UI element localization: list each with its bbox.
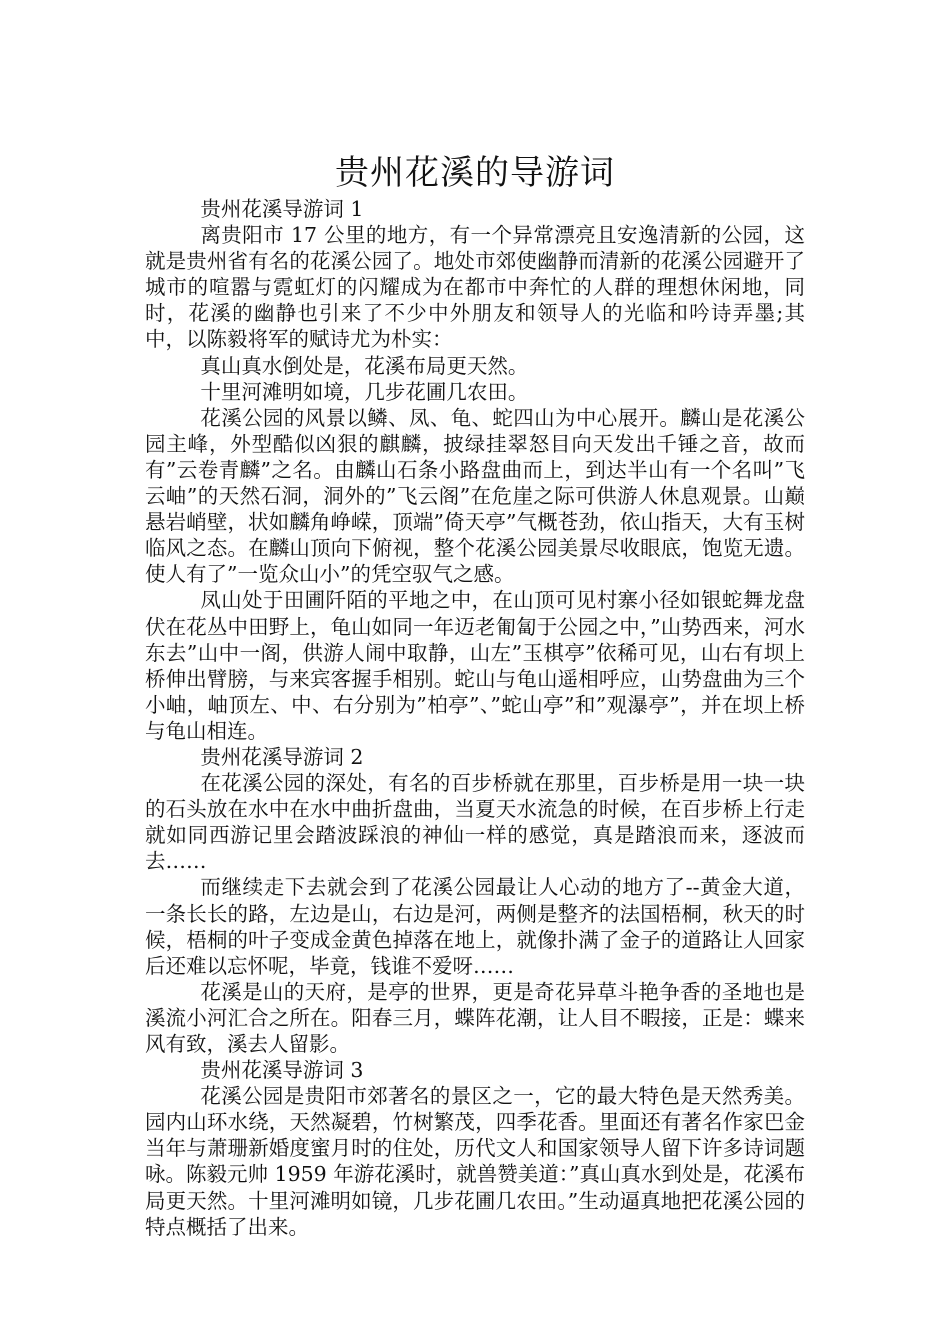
paragraph: 在花溪公园的深处，有名的百步桥就在那里，百步桥是用一块一块的石头放在水中在水中曲折盘曲，当夏天水流急的时候，在百步桥上行走就如同西游记里会踏波踩浪的神仙一样的感觉，真是踏浪而来，逐波而去…… — [145, 771, 805, 874]
paragraph: 而继续走下去就会到了花溪公园最让人心动的地方了--黄金大道，一条长长的路，左边是山，右边是河，两侧是整齐的法国梧桐，秋天的时候，梧桐的叶子变成金黄色掉落在地上，就像扑满了金子的道路让人回家后还难以忘怀呢，毕竟，钱谁不爱呀…… — [145, 875, 805, 978]
paragraph: 离贵阳市 17 公里的地方，有一个异常漂亮且安逸清新的公园，这就是贵州省有名的花溪公园了。地处市郊使幽静而清新的花溪公园避开了城市的喧嚣与霓虹灯的闪耀成为在都市中奔忙的人群的理想休闲地，同时，花溪的幽静也引来了不少中外朋友和领导人的光临和吟诗弄墨;其中，以陈毅将军的赋诗尤为朴实： — [145, 223, 805, 352]
poem-line: 十里河滩明如境，几步花圃几农田。 — [200, 379, 529, 404]
section-heading: 贵州花溪导游词 1 — [200, 197, 364, 221]
section-heading: 贵州花溪导游词 3 — [200, 1058, 364, 1083]
section-heading: 贵州花溪导游词 2 — [200, 744, 364, 769]
poem-line: 真山真水倒处是，花溪布局更天然。 — [200, 353, 529, 378]
paragraph: 花溪公园的风景以鳞、凤、龟、蛇四山为中心展开。麟山是花溪公园主峰，外型酷似凶狠的麒麟，披绿挂翠怒目向天发出千锤之音，故而有”云卷青麟”之名。由麟山石条小路盘曲而上，到达半山有一个名叫”飞云岫”的天然石洞，洞外的”飞云阁”在危崖之际可供游人休息观景。山巅悬岩峭壁，状如麟角峥嵘，顶端”倚天亭”气概苍劲，依山指天，大有玉树临风之态。在麟山顶向下俯视，整个花溪公园美景尽收眼底，饱览无遗。使人有了”一览众山小”的凭空驭气之感。 — [145, 405, 805, 587]
document-title: 贵州花溪的导游词 — [335, 152, 615, 193]
paragraph: 花溪是山的天府，是亭的世界，更是奇花异草斗艳争香的圣地也是溪流小河汇合之所在。阳春三月，蝶阵花潮，让人目不暇接，正是：蝶来风有致，溪去人留影。 — [145, 979, 805, 1056]
paragraph: 花溪公园是贵阳市郊著名的景区之一，它的最大特色是天然秀美。园内山环水绕，天然凝碧，竹树繁茂，四季花香。里面还有著名作家巴金当年与萧珊新婚度蜜月时的住处，历代文人和国家领导人留下许多诗词题咏。陈毅元帅 1959 年游花溪时，就兽赞美道：”真山真水到处是，花溪布局更天然。十里河滩明如镜，几步花圃几农田。”生动逼真地把花溪公园的特点概括了出来。 — [145, 1084, 805, 1239]
paragraph: 凤山处于田圃阡陌的平地之中，在山顶可见村寨小径如银蛇舞龙盘伏在花丛中田野上，龟山如同一年迈老匍匐于公园之中，”山势西来，河水东去”山中一阁，供游人闹中取静，山左”玉棋亭”依稀可见，山右有坝上桥伸出臂膀，与来宾客握手相别。蛇山与龟山遥相呼应，山势盘曲为三个小岫，岫顶左、中、右分别为”柏亭”、”蛇山亭”和”观瀑亭”，并在坝上桥与龟山相连。 — [145, 588, 805, 743]
document-body — [145, 196, 805, 1240]
